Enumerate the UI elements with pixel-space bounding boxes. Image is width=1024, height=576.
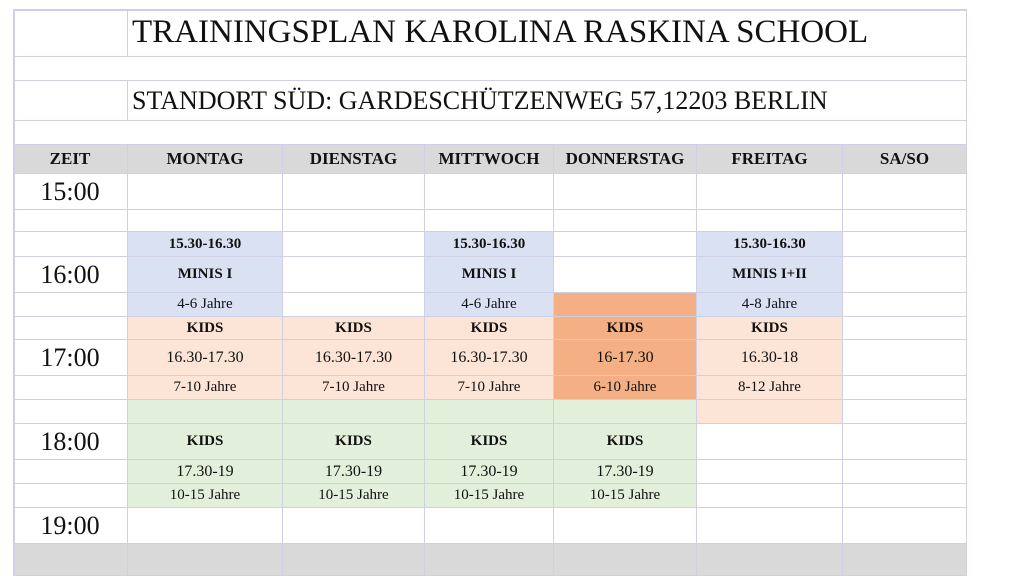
empty-cell xyxy=(425,174,554,210)
empty-cell xyxy=(697,484,843,508)
empty-cell xyxy=(425,210,554,232)
empty-cell xyxy=(13,376,128,400)
footer-row xyxy=(283,544,425,576)
footer-row xyxy=(13,544,128,576)
time-label: 18:00 xyxy=(13,424,128,460)
empty-cell xyxy=(554,508,697,544)
minis-wednesday-age: 4-6 Jahre xyxy=(425,293,554,317)
empty-cell xyxy=(843,317,967,340)
empty-cell xyxy=(843,293,967,317)
kids-tuesday-age: 7-10 Jahre xyxy=(283,376,425,400)
kids-tuesday-time: 16.30-17.30 xyxy=(283,340,425,376)
empty-cell xyxy=(843,376,967,400)
kids-evening-monday-name: KIDS xyxy=(128,424,283,460)
kids-monday-name: KIDS xyxy=(128,317,283,340)
empty-cell xyxy=(283,293,425,317)
kids-evening-tuesday-time: 17.30-19 xyxy=(283,460,425,484)
kids-thursday-age: 6-10 Jahre xyxy=(554,376,697,400)
kids-thursday-name: KIDS xyxy=(554,317,697,340)
kids-evening-wednesday-name: KIDS xyxy=(425,424,554,460)
empty-cell xyxy=(843,340,967,376)
empty-cell xyxy=(843,484,967,508)
kids-evening-monday-age: 10-15 Jahre xyxy=(128,484,283,508)
empty-cell xyxy=(843,232,967,257)
empty-cell xyxy=(697,424,843,460)
page-title: TRAININGSPLAN KAROLINA RASKINA SCHOOL xyxy=(128,9,967,57)
kids-evening-thursday-age: 10-15 Jahre xyxy=(554,484,697,508)
time-label: 17:00 xyxy=(13,340,128,376)
kids-evening-thursday-name: KIDS xyxy=(554,424,697,460)
empty-cell xyxy=(13,210,128,232)
empty-cell xyxy=(13,232,128,257)
empty-cell xyxy=(843,508,967,544)
kids-friday-spacer xyxy=(697,400,843,424)
empty-cell xyxy=(283,210,425,232)
kids-evening-thursday-time: 17.30-19 xyxy=(554,460,697,484)
empty-cell xyxy=(128,508,283,544)
empty-cell xyxy=(554,174,697,210)
time-label: 19:00 xyxy=(13,508,128,544)
minis-monday-time: 15.30-16.30 xyxy=(128,232,283,257)
kids-evening-spacer xyxy=(128,400,283,424)
footer-row xyxy=(554,544,697,576)
minis-monday-age: 4-6 Jahre xyxy=(128,293,283,317)
kids-evening-monday-time: 17.30-19 xyxy=(128,460,283,484)
column-header-sa-so: SA/SO xyxy=(843,145,967,174)
kids-thursday-time: 16-17.30 xyxy=(554,340,697,376)
empty-cell xyxy=(128,174,283,210)
kids-thursday-spacer xyxy=(554,293,697,317)
empty-cell xyxy=(13,484,128,508)
empty-cell xyxy=(283,257,425,293)
empty-row xyxy=(13,57,967,81)
empty-cell xyxy=(843,460,967,484)
column-header-dienstag: DIENSTAG xyxy=(283,145,425,174)
empty-cell xyxy=(843,424,967,460)
empty-cell xyxy=(843,174,967,210)
location-subtitle: STANDORT SÜD: GARDESCHÜTZENWEG 57,12203 BERLIN xyxy=(128,81,967,121)
empty-cell xyxy=(13,317,128,340)
empty-cell xyxy=(13,400,128,424)
kids-evening-spacer xyxy=(554,400,697,424)
table-border-left xyxy=(13,9,15,576)
kids-friday-time: 16.30-18 xyxy=(697,340,843,376)
footer-row xyxy=(128,544,283,576)
empty-cell xyxy=(697,460,843,484)
empty-cell xyxy=(283,174,425,210)
kids-evening-tuesday-name: KIDS xyxy=(283,424,425,460)
empty-cell xyxy=(554,257,697,293)
minis-friday-age: 4-8 Jahre xyxy=(697,293,843,317)
minis-friday-name: MINIS I+II xyxy=(697,257,843,293)
kids-evening-tuesday-age: 10-15 Jahre xyxy=(283,484,425,508)
column-header-donnerstag: DONNERSTAG xyxy=(554,145,697,174)
empty-cell xyxy=(843,257,967,293)
time-label: 15:00 xyxy=(13,174,128,210)
table-border-top xyxy=(13,9,967,11)
empty-cell xyxy=(13,293,128,317)
empty-cell xyxy=(283,232,425,257)
empty-cell xyxy=(128,210,283,232)
empty-cell xyxy=(13,9,128,57)
empty-cell xyxy=(843,210,967,232)
kids-evening-spacer xyxy=(283,400,425,424)
time-label: 16:00 xyxy=(13,257,128,293)
kids-monday-time: 16.30-17.30 xyxy=(128,340,283,376)
kids-wednesday-age: 7-10 Jahre xyxy=(425,376,554,400)
footer-row xyxy=(843,544,967,576)
minis-wednesday-time: 15.30-16.30 xyxy=(425,232,554,257)
minis-wednesday-name: MINIS I xyxy=(425,257,554,293)
minis-monday-name: MINIS I xyxy=(128,257,283,293)
column-header-zeit: ZEIT xyxy=(13,145,128,174)
empty-cell xyxy=(425,508,554,544)
empty-cell xyxy=(697,508,843,544)
kids-monday-age: 7-10 Jahre xyxy=(128,376,283,400)
column-header-montag: MONTAG xyxy=(128,145,283,174)
kids-wednesday-time: 16.30-17.30 xyxy=(425,340,554,376)
kids-wednesday-name: KIDS xyxy=(425,317,554,340)
kids-evening-wednesday-time: 17.30-19 xyxy=(425,460,554,484)
empty-cell xyxy=(554,210,697,232)
kids-evening-wednesday-age: 10-15 Jahre xyxy=(425,484,554,508)
empty-cell xyxy=(283,508,425,544)
minis-friday-time: 15.30-16.30 xyxy=(697,232,843,257)
empty-cell xyxy=(843,400,967,424)
empty-cell xyxy=(554,232,697,257)
footer-row xyxy=(425,544,554,576)
column-header-mittwoch: MITTWOCH xyxy=(425,145,554,174)
empty-cell xyxy=(697,174,843,210)
footer-row xyxy=(697,544,843,576)
kids-friday-age: 8-12 Jahre xyxy=(697,376,843,400)
column-header-freitag: FREITAG xyxy=(697,145,843,174)
empty-cell xyxy=(13,460,128,484)
kids-friday-name: KIDS xyxy=(697,317,843,340)
empty-cell xyxy=(697,210,843,232)
kids-tuesday-name: KIDS xyxy=(283,317,425,340)
empty-row xyxy=(13,121,967,145)
empty-cell xyxy=(13,81,128,121)
kids-evening-spacer xyxy=(425,400,554,424)
